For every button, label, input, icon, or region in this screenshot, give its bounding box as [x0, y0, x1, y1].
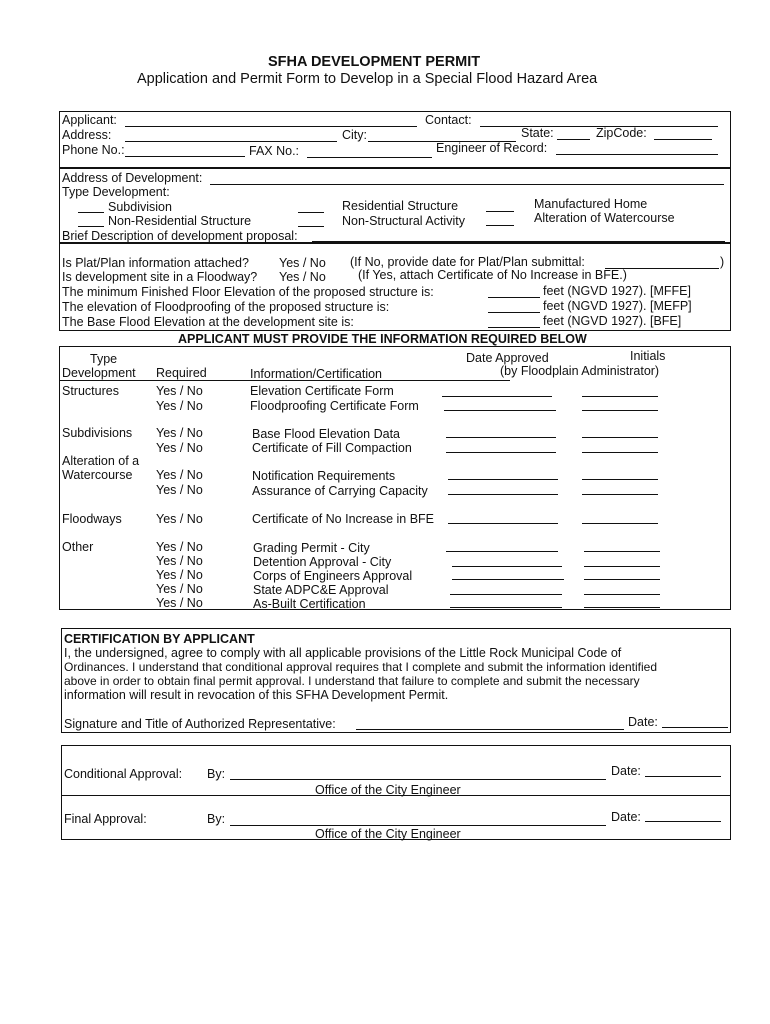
grading-permit: Grading Permit - City [253, 541, 370, 555]
col-type-2: Development [62, 366, 136, 380]
zip-label: ZipCode: [596, 126, 647, 140]
certification-line-2: Ordinances. I understand that conditional approval requires that I complete and submit the information identified [64, 660, 658, 674]
row-alteration-1: Alteration of a [62, 454, 140, 468]
state-label: State: [521, 126, 554, 140]
date-field-5[interactable] [448, 479, 558, 480]
phone-field[interactable] [125, 156, 245, 157]
date-field-4[interactable] [446, 452, 556, 453]
applicant-label: Applicant: [62, 113, 117, 127]
initials-field-4[interactable] [582, 452, 658, 453]
col-info: Information/Certification [250, 367, 383, 381]
initials-field-11[interactable] [584, 594, 660, 595]
yes-no-3[interactable]: Yes / No [156, 426, 203, 440]
mffe-field[interactable] [488, 297, 540, 298]
certification-heading: CERTIFICATION BY APPLICANT [64, 632, 255, 646]
date-field-3[interactable] [446, 437, 556, 438]
plat-note-close: ) [720, 255, 725, 269]
zip-field[interactable] [654, 139, 712, 140]
mffe-unit: feet (NGVD 1927). [MFFE] [543, 284, 691, 298]
manufactured-label: Manufactured Home [534, 197, 648, 211]
certification-line-1: I, the undersigned, agree to comply with all applicable provisions of the Little Rock Municipal Code of [64, 646, 622, 660]
initials-field-12[interactable] [584, 607, 660, 608]
type-development-label: Type Development: [62, 185, 170, 199]
conditional-approval-label: Conditional Approval: [64, 767, 183, 781]
dev-address-field[interactable] [210, 184, 724, 185]
fax-field[interactable] [307, 157, 432, 158]
initials-field-6[interactable] [582, 494, 658, 495]
subdivision-label: Subdivision [108, 200, 172, 214]
residential-checkbox[interactable] [298, 212, 324, 213]
yes-no-7[interactable]: Yes / No [156, 512, 203, 526]
date-field-1[interactable] [442, 396, 552, 397]
phone-label: Phone No.: [62, 143, 125, 157]
initials-field-2[interactable] [582, 410, 658, 411]
final-approval-label: Final Approval: [64, 812, 147, 826]
non-structural-checkbox[interactable] [298, 226, 324, 227]
initials-field-5[interactable] [582, 479, 658, 480]
requirements-heading: APPLICANT MUST PROVIDE THE INFORMATION REQUIRED BELOW [178, 332, 587, 346]
fill-compaction: Certificate of Fill Compaction [252, 441, 412, 455]
floodway-question: Is development site in a Floodway? [62, 270, 258, 284]
col-initials: Initials [630, 349, 666, 363]
final-date-field[interactable] [645, 821, 721, 822]
non-residential-checkbox[interactable] [78, 226, 104, 227]
fax-label: FAX No.: [249, 144, 300, 158]
col-required: Required [156, 366, 207, 380]
date-field-8[interactable] [446, 551, 558, 552]
mefp-field[interactable] [488, 312, 540, 313]
bfe-unit: feet (NGVD 1927). [BFE] [543, 314, 682, 328]
alteration-label: Alteration of Watercourse [534, 211, 675, 225]
yes-no-12[interactable]: Yes / No [156, 596, 203, 610]
final-date-label: Date: [611, 810, 641, 824]
initials-field-3[interactable] [582, 437, 658, 438]
page-title: SFHA DEVELOPMENT PERMIT [268, 54, 481, 70]
plat-yes-no[interactable]: Yes / No [279, 256, 326, 270]
engineer-label: Engineer of Record: [436, 141, 548, 155]
signature-date-field[interactable] [662, 727, 728, 728]
notification-requirements: Notification Requirements [252, 469, 396, 483]
final-office: Office of the City Engineer [315, 827, 461, 841]
col-type-1: Type [90, 352, 118, 366]
engineer-field[interactable] [556, 154, 718, 155]
conditional-date-label: Date: [611, 764, 641, 778]
date-field-2[interactable] [444, 410, 556, 411]
yes-no-10[interactable]: Yes / No [156, 568, 203, 582]
date-field-7[interactable] [448, 523, 558, 524]
yes-no-11[interactable]: Yes / No [156, 582, 203, 596]
date-field-12[interactable] [450, 607, 562, 608]
initials-field-9[interactable] [584, 566, 660, 567]
yes-no-8[interactable]: Yes / No [156, 540, 203, 554]
alteration-checkbox[interactable] [486, 225, 514, 226]
city-label: City: [342, 128, 367, 142]
date-field-6[interactable] [448, 494, 558, 495]
header-rule [60, 380, 510, 381]
bfe-field[interactable] [488, 327, 540, 328]
mefp-question: The elevation of Floodproofing of the proposed structure is: [62, 300, 390, 314]
row-alteration-2: Watercourse [62, 468, 133, 482]
conditional-office: Office of the City Engineer [315, 783, 461, 797]
yes-no-2[interactable]: Yes / No [156, 399, 203, 413]
mefp-unit: feet (NGVD 1927). [MEFP] [543, 299, 692, 313]
address-label: Address: [62, 128, 112, 142]
floodproofing-certificate: Floodproofing Certificate Form [250, 399, 419, 413]
floodway-yes-no[interactable]: Yes / No [279, 270, 326, 284]
signature-label: Signature and Title of Authorized Representative: [64, 717, 336, 731]
non-residential-label: Non-Residential Structure [108, 214, 252, 228]
corps-approval: Corps of Engineers Approval [253, 569, 413, 583]
bfe-data: Base Flood Elevation Data [252, 427, 401, 441]
col-date: Date Approved [466, 351, 549, 365]
certification-line-3: above in order to obtain final permit approval. I understand that failure to complete and submit the necessary [64, 674, 640, 688]
residential-label: Residential Structure [342, 199, 459, 213]
yes-no-1[interactable]: Yes / No [156, 384, 203, 398]
row-structures: Structures [62, 384, 119, 398]
row-floodways: Floodways [62, 512, 122, 526]
final-by-label: By: [207, 812, 226, 826]
initials-field-8[interactable] [584, 551, 660, 552]
adpce-approval: State ADPC&E Approval [253, 583, 389, 597]
subdivision-checkbox[interactable] [78, 212, 104, 213]
row-subdivisions: Subdivisions [62, 426, 133, 440]
dev-address-label: Address of Development: [62, 171, 203, 185]
initials-field-7[interactable] [582, 523, 658, 524]
conditional-signature-field[interactable] [230, 779, 606, 780]
contact-label: Contact: [425, 113, 472, 127]
applicant-field[interactable] [125, 126, 417, 127]
non-structural-label: Non-Structural Activity [342, 214, 465, 228]
state-field[interactable] [557, 139, 590, 140]
date-field-11[interactable] [450, 594, 562, 595]
no-increase-certificate: Certificate of No Increase in BFE [252, 512, 435, 526]
certification-line-4: information will result in revocation of this SFHA Development Permit. [64, 688, 449, 702]
manufactured-checkbox[interactable] [486, 211, 514, 212]
yes-no-5[interactable]: Yes / No [156, 468, 203, 482]
floodway-note: (If Yes, attach Certificate of No Increase in BFE.) [358, 268, 627, 282]
date-field-10[interactable] [452, 579, 564, 580]
yes-no-4[interactable]: Yes / No [156, 441, 203, 455]
brief-description-label: Brief Description of development proposal: [62, 229, 298, 243]
plat-question: Is Plat/Plan information attached? [62, 256, 249, 270]
page-subtitle: Application and Permit Form to Develop in a Special Flood Hazard Area [137, 71, 598, 87]
brief-description-field[interactable] [312, 241, 725, 242]
plat-note: (If No, provide date for Plat/Plan submittal: [350, 255, 585, 269]
col-by: (by Floodplain Administrator) [500, 364, 660, 378]
yes-no-9[interactable]: Yes / No [156, 554, 203, 568]
conditional-date-field[interactable] [645, 776, 721, 777]
final-signature-field[interactable] [230, 825, 606, 826]
elevation-certificate: Elevation Certificate Form [250, 384, 394, 398]
date-field-9[interactable] [452, 566, 562, 567]
yes-no-6[interactable]: Yes / No [156, 483, 203, 497]
initials-field-1[interactable] [582, 396, 658, 397]
signature-field[interactable] [356, 729, 624, 730]
mffe-question: The minimum Finished Floor Elevation of the proposed structure is: [62, 285, 434, 299]
signature-date-label: Date: [628, 715, 658, 729]
row-other: Other [62, 540, 94, 554]
conditional-by-label: By: [207, 767, 226, 781]
carrying-capacity: Assurance of Carrying Capacity [252, 484, 428, 498]
asbuilt-certification: As-Built Certification [253, 597, 366, 611]
detention-approval: Detention Approval - City [253, 555, 392, 569]
initials-field-10[interactable] [584, 579, 660, 580]
bfe-question: The Base Flood Elevation at the development site is: [62, 315, 354, 329]
address-field[interactable] [125, 141, 337, 142]
